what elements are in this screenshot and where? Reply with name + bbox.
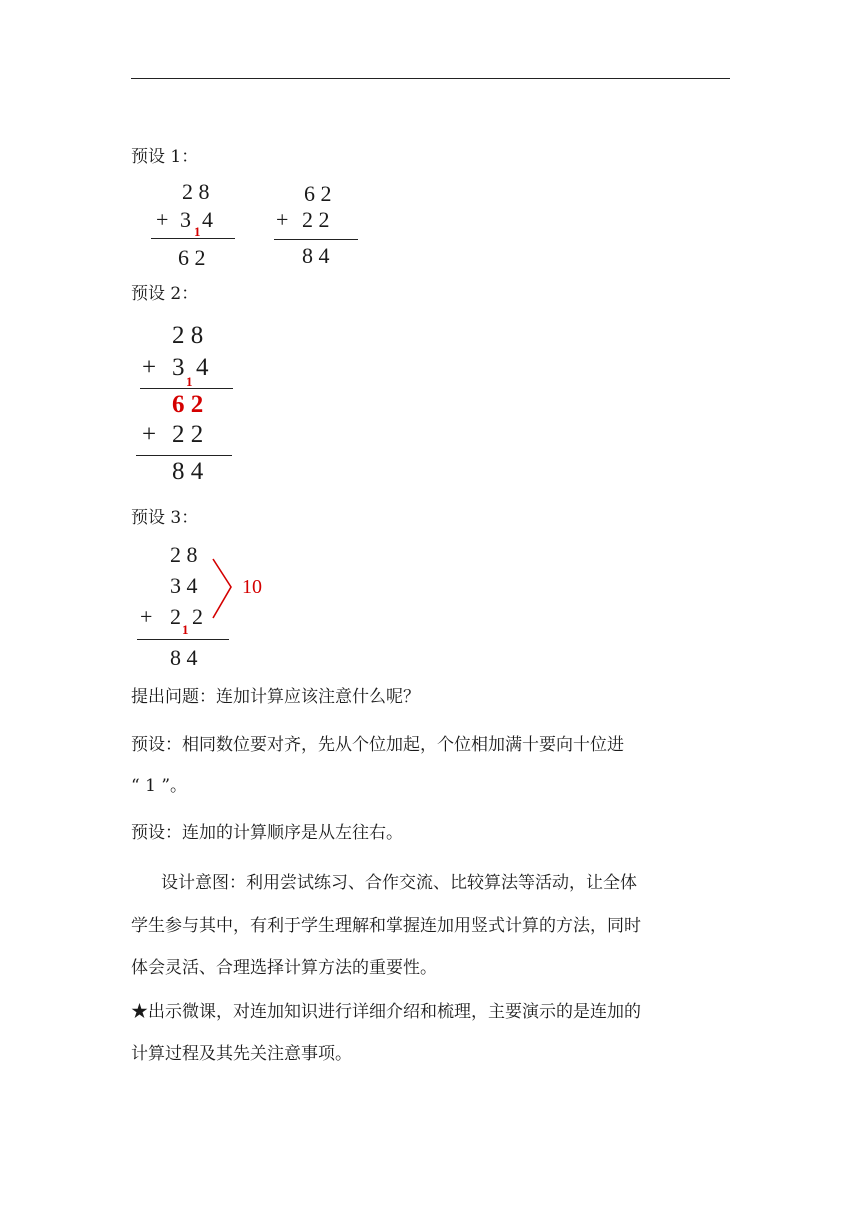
plus-sign: + [140, 604, 153, 629]
plus-sign: + [276, 207, 289, 232]
design-intent-line-3: 体会灵活、合理选择计算方法的重要性。 [131, 958, 437, 978]
calc-line [137, 639, 229, 640]
calc-result: 8 4 [302, 243, 330, 268]
calc-result: 8 4 [170, 645, 198, 670]
vertical-calc-28-plus-34 [150, 180, 240, 270]
preset-1-label: 预设 1： [131, 147, 199, 167]
plus-sign-2: + [142, 421, 157, 448]
calc-bottom-ones: 4 [202, 207, 213, 232]
calc-line [274, 239, 358, 240]
vertical-calc-chain [140, 322, 240, 492]
sum-ten-note: 10 [242, 576, 262, 598]
calc-top-number: 6 2 [304, 181, 332, 206]
calc-mid-result: 6 2 [172, 391, 204, 418]
micro-lesson-line-1: ★出示微课，对连加知识进行详细介绍和梳理，主要演示的是连加的 [131, 1002, 641, 1022]
carry-digit: 1 [182, 622, 189, 637]
vertical-calc-62-plus-22 [274, 182, 364, 272]
calc-bottom-number: 2 2 [302, 207, 330, 232]
calc-row-2: 3 4 [170, 573, 198, 598]
design-intent-line-1: 设计意图：利用尝试练习、合作交流、比较算法等活动，让全体 [161, 873, 637, 893]
preset-2-label: 预设 2： [131, 284, 199, 304]
answer-1-line-1: 预设：相同数位要对齐，先从个位加起，个位相加满十要向十位进 [131, 735, 624, 755]
preset-3-label: 预设 3： [131, 508, 199, 528]
plus-sign: + [156, 207, 169, 232]
calc-result: 6 2 [178, 245, 206, 270]
calc-top-number: 2 8 [172, 322, 204, 349]
calc-third-number: 2 2 [172, 421, 204, 448]
bracket-icon [208, 556, 238, 626]
answer-2: 预设：连加的计算顺序是从左往右。 [131, 823, 403, 843]
calc-line [136, 455, 232, 456]
carry-digit: 1 [186, 374, 193, 389]
calc-result: 8 4 [172, 458, 204, 485]
calc-row-1: 2 8 [170, 542, 198, 567]
micro-lesson-line-2: 计算过程及其先关注意事项。 [131, 1044, 352, 1064]
carry-digit: 1 [194, 224, 201, 239]
calc-top-number: 2 8 [182, 179, 210, 204]
calc-line [151, 238, 235, 239]
calc-second-ones: 4 [196, 354, 209, 381]
answer-1-line-2: “ 1 ”。 [131, 776, 188, 796]
question-text: 提出问题：连加计算应该注意什么呢？ [131, 687, 420, 707]
calc-second-tens: 3 [172, 354, 185, 381]
header-rule [131, 78, 730, 79]
plus-sign: + [142, 354, 157, 381]
calc-line [140, 388, 233, 389]
calc-bottom-tens: 3 [180, 207, 191, 232]
calc-row-3-tens: 2 [170, 604, 181, 629]
calc-row-3-ones: 2 [192, 604, 203, 629]
design-intent-line-2: 学生参与其中，有利于学生理解和掌握连加用竖式计算的方法，同时 [131, 916, 641, 936]
